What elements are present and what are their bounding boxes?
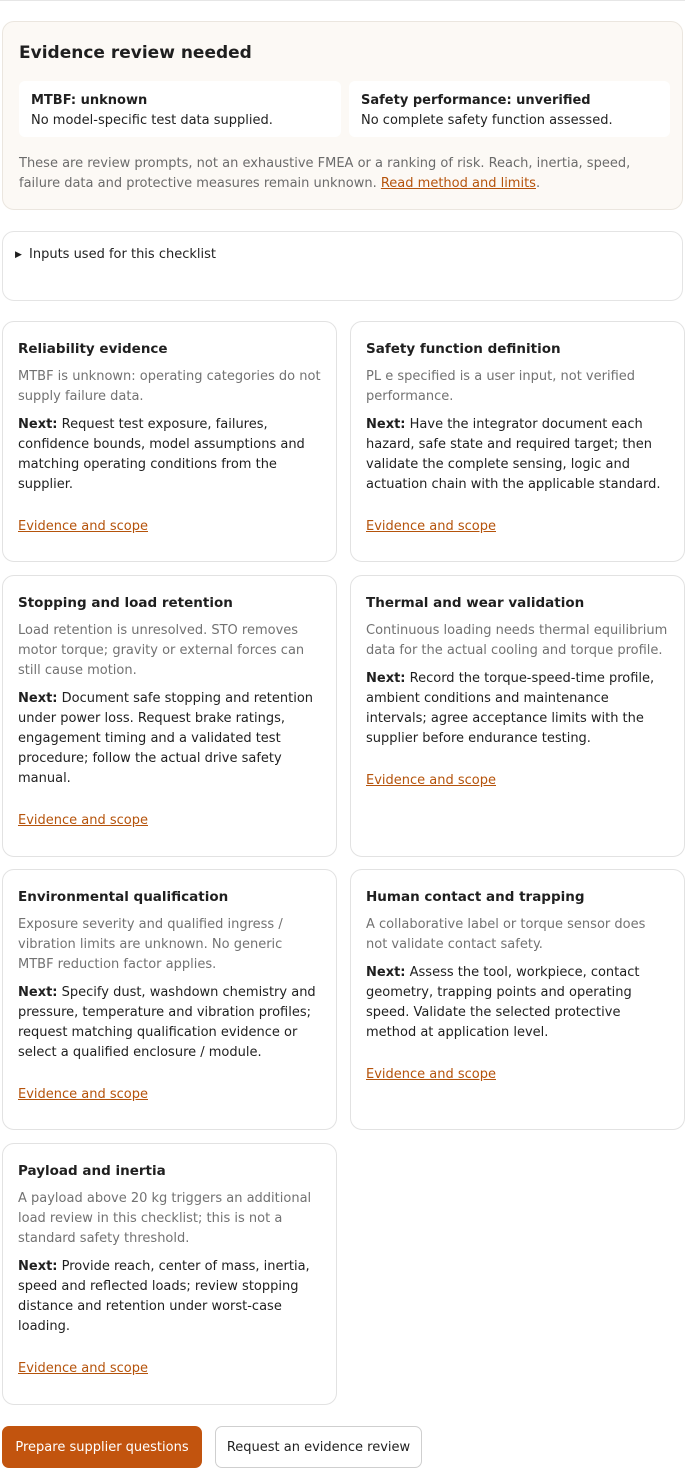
card-description: MTBF is unknown: operating categories do not supply failure data. [18,369,321,404]
top-divider [0,0,685,1]
card-next-step [18,689,321,789]
card-title: Payload and inertia [18,1163,166,1179]
prepare-supplier-questions-button[interactable]: Prepare supplier questions [2,1426,202,1468]
next-label: Next: [18,417,58,432]
next-label: Next: [366,965,406,980]
checklist-card-payload [2,1143,337,1405]
card-next-step [366,669,669,749]
checklist-card-safety-function [350,321,685,562]
inputs-disclosure [2,231,683,301]
checklist-card-reliability [2,321,337,562]
card-title: Environmental qualification [18,889,229,905]
mtbf-status-label: MTBF: unknown [31,93,148,108]
next-label: Next: [18,1259,58,1274]
evidence-scope-link[interactable]: Evidence and scope [18,813,148,828]
inputs-toggle-label: Inputs used for this checklist [29,247,216,262]
summary-note-end: . [535,176,541,191]
evidence-scope-link[interactable]: Evidence and scope [18,519,148,534]
next-step-text: Have the integrator document each hazard, safe state and required target; then validate the complete sensing, logic and actuation chain with the applicable standard. [366,417,661,492]
next-step-text: Document safe stopping and retention under power loss. Request brake ratings, engagement timing and a validated test procedure; follow the actual drive safety manual. [18,691,314,786]
card-next-step [18,415,321,495]
disclosure-triangle-icon: ▶ [15,250,22,260]
summary-title: Evidence review needed [19,43,252,63]
evidence-scope-link[interactable]: Evidence and scope [366,519,496,534]
safety-status-detail: No complete safety function assessed. [361,113,613,128]
card-next-step [18,983,321,1063]
evidence-scope-link[interactable]: Evidence and scope [18,1087,148,1102]
method-limits-link[interactable]: Read method and limits [380,176,536,191]
safety-status [349,81,670,137]
next-label: Next: [366,417,406,432]
inputs-toggle[interactable] [15,245,216,265]
card-title: Stopping and load retention [18,595,233,611]
card-description: A collaborative label or torque sensor does not validate contact safety. [366,917,646,952]
card-description: Load retention is unresolved. STO removes motor torque; gravity or external forces can still cause motion. [18,623,305,678]
next-step-text: Request test exposure, failures, confidence bounds, model assumptions and matching operating conditions from the supplier. [18,417,305,492]
summary-note [19,154,669,194]
card-next-step [18,1257,321,1337]
card-description: A payload above 20 kg triggers an additional load review in this checklist; this is not a standard safety threshold. [18,1191,312,1246]
next-step-text: Assess the tool, workpiece, contact geometry, trapping points and operating speed. Validate the selected protective method at application level. [366,965,640,1040]
evidence-scope-link[interactable]: Evidence and scope [366,1067,496,1082]
card-next-step [366,415,669,495]
card-next-step [366,963,669,1043]
card-title: Safety function definition [366,341,561,357]
summary-note-text: These are review prompts, not an exhaustive FMEA or a ranking of risk. Reach, inertia, speed, failure data and protective measures remain unknown. [19,156,631,191]
card-description: Continuous loading needs thermal equilibrium data for the actual cooling and torque profile. [366,623,668,658]
card-title: Thermal and wear validation [366,595,585,611]
request-evidence-review-button[interactable]: Request an evidence review [215,1426,422,1468]
mtbf-status [19,81,341,137]
card-title: Reliability evidence [18,341,168,357]
evidence-scope-link[interactable]: Evidence and scope [366,773,496,788]
checklist-card-stopping [2,575,337,857]
checklist-card-environmental [2,869,337,1130]
next-step-text: Record the torque-speed-time profile, ambient conditions and maintenance intervals; agree acceptance limits with the supplier before endurance testing. [366,671,655,746]
evidence-summary-panel [2,21,683,210]
checklist-card-human-contact [350,869,685,1130]
card-description: PL e specified is a user input, not verified performance. [366,369,636,404]
next-label: Next: [18,985,58,1000]
next-step-text: Provide reach, center of mass, inertia, speed and reflected loads; review stopping distance and retention under worst-case loading. [18,1259,310,1334]
next-label: Next: [18,691,58,706]
checklist-card-thermal [350,575,685,857]
next-step-text: Specify dust, washdown chemistry and pressure, temperature and vibration profiles; request matching qualification evidence or select a qualified enclosure / module. [18,985,316,1060]
mtbf-status-detail: No model-specific test data supplied. [31,113,273,128]
card-title: Human contact and trapping [366,889,585,905]
next-label: Next: [366,671,406,686]
evidence-scope-link[interactable]: Evidence and scope [18,1361,148,1376]
card-description: Exposure severity and qualified ingress / vibration limits are unknown. No generic MTBF reduction factor applies. [18,917,283,972]
safety-status-label: Safety performance: unverified [361,93,591,108]
